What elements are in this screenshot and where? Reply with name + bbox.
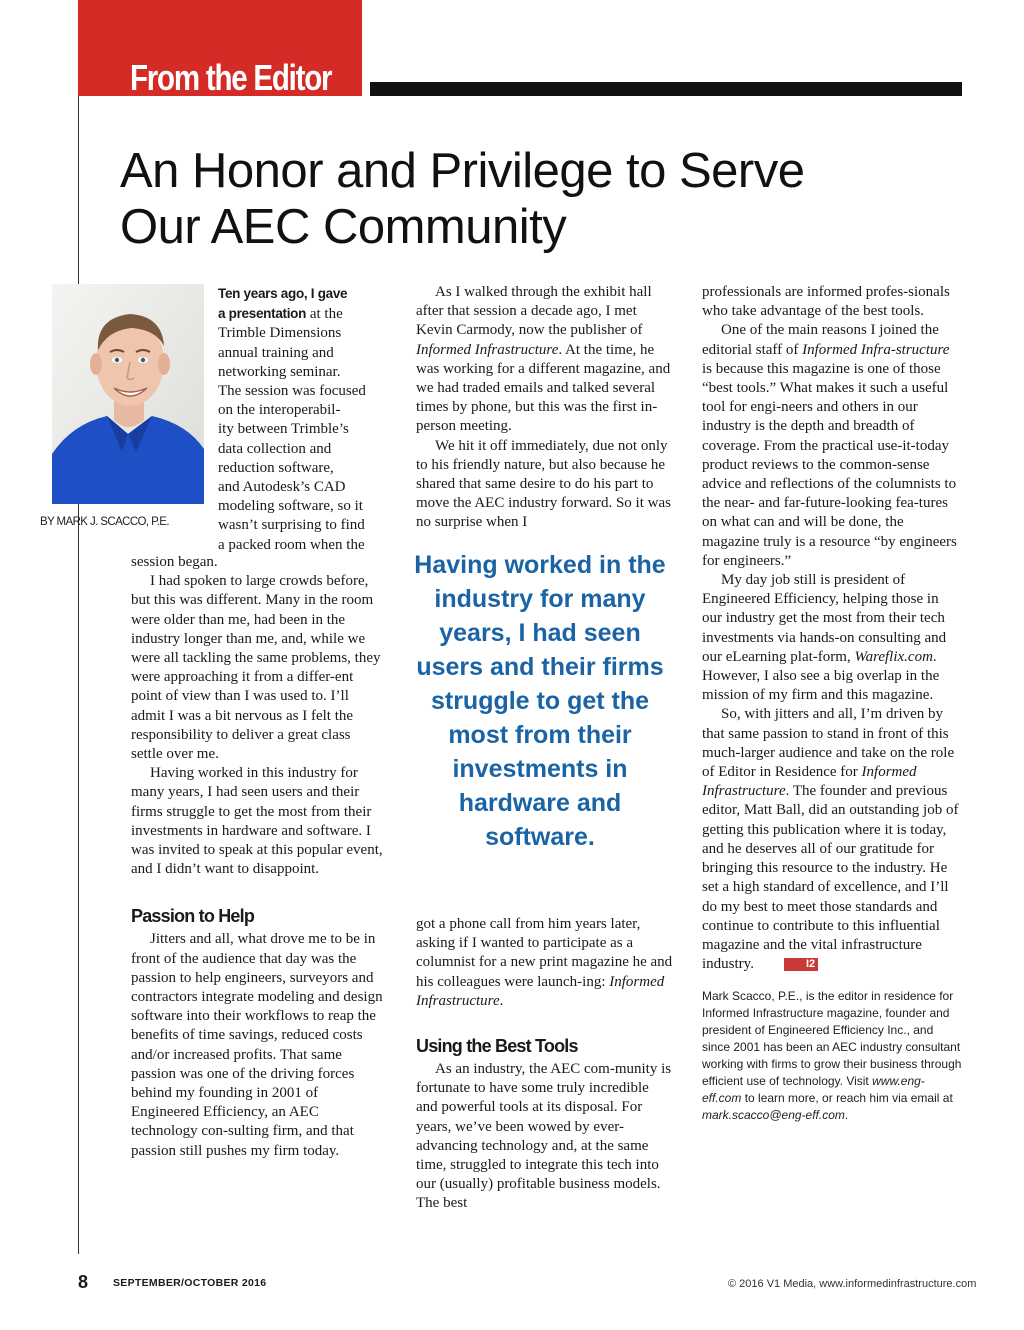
author-photo: [52, 284, 204, 504]
intro-line: on the interoperabil-: [218, 402, 341, 419]
intro-line: a packed room when the: [218, 536, 365, 553]
subhead-passion-to-help: Passion to Help: [131, 906, 255, 927]
pull-quote: Having worked in the industry for many years, I had seen users and their firms struggle to get the most from their investments in hardware and software.: [414, 551, 666, 851]
column-2-bottom: [416, 915, 674, 1214]
magazine-title: Informed Infra-structure: [802, 341, 950, 358]
paragraph: I had spoken to large crowds before, but this was different. Many in the room were older than me, had been in the industry longer than me, and, while we were all tackling the same problems, they were approaching it from a differ-ent point of view than I was used to. I’ll admit I was a bit nervous as I felt the responsibility to deliver a great class settle over me.: [131, 573, 381, 763]
byline: BY MARK J. SCACCO, P.E.: [40, 516, 169, 528]
intro-text: at the: [306, 306, 343, 323]
header-rule: [370, 82, 962, 96]
headline: [120, 143, 920, 255]
author-portrait-illustration: [52, 284, 204, 504]
intro-line: The session was focused: [218, 383, 366, 400]
lead-in: Ten years ago, I gave: [218, 286, 348, 301]
magazine-title: Informed Infrastructure: [416, 341, 559, 358]
column-2-top: [416, 283, 674, 533]
intro-line: networking seminar.: [218, 363, 341, 380]
intro-line: [218, 304, 398, 324]
paragraph: As I walked through the exhibit hall after that session a decade ago, I met Kevin Carmody, now the publisher of Informed Infrastructure. At the time, he was working for a different magazine, and we had traded emails and talked several times by phone, but this was the first in-person meeting.: [416, 284, 671, 435]
paragraph: session began.: [131, 554, 218, 570]
paragraph: So, with jitters and all, I’m driven by that same passion to stand in front of this much-larger audience and take on the role of Editor in Residence for Informed Infrastructure. The founder and previous editor, Matt Ball, did an outstanding job of getting this publication where it is today, and he deserves all of our gratitude for bringing this resource to the industry. He set a high standard of excellence, and I’ll do my best to meet those standards and continue to contribute to this influential magazine and the vital infrastructure industry. I2: [702, 706, 959, 973]
intro-line: and Autodesk’s CAD: [218, 479, 346, 496]
bio-website-link[interactable]: www.eng-eff.com: [702, 1074, 925, 1106]
paragraph: got a phone call from him years later, asking if I wanted to participate as a columnist for a new print magazine he and his colleagues were launch-ing: Informed Infrastructure.: [416, 916, 673, 1009]
column-1: [131, 553, 385, 1161]
page-number: 8: [78, 1272, 89, 1292]
paragraph: Jitters and all, what drove me to be in front of the audience that day was the passion to help engineers, surveyors and contractors integrate modeling and design software into their workflows to reap the benefits of time savings, reduced costs and/or increased profits. That same passion was one of the driving forces behind my founding in 2001 of Engineered Efficiency, an AEC technology con-sulting firm, and that passion still pushes my firm today.: [131, 931, 383, 1159]
intro-line: modeling software, so it: [218, 498, 363, 515]
magazine-title: Informed Infrastructure: [702, 764, 917, 800]
paragraph: Having worked in this industry for many years, I had seen users and their firms struggle to get the most from their investments in hardware and software. I was invited to speak at this popular event, and I didn’t want to disappoint.: [131, 765, 383, 878]
paragraph: professionals are informed profes-sionals who take advantage of the best tools.: [702, 284, 950, 320]
column-3: [702, 283, 962, 1124]
magazine-title: Informed Infrastructure: [416, 973, 665, 1009]
headline-line-2: Our AEC Community: [120, 200, 567, 254]
intro-line: annual training and: [218, 344, 334, 361]
author-bio: Mark Scacco, P.E., is the editor in residence for Informed Infrastructure magazine, founder and president of Engineered Efficiency Inc., and since 2001 has been an AEC industry consultant working with firms to grow their business through efficient use of technology. Visit www.eng-eff.com to learn more, or reach him via email at mark.scacco@eng-eff.com.: [702, 989, 962, 1123]
intro-line: data collection and: [218, 440, 332, 457]
paragraph: We hit it off immediately, due not only to his friendly nature, but also because he shared that same desire to do his part to move the AEC industry forward. So it was no surprise when I: [416, 437, 671, 531]
headline-line-1: An Honor and Privilege to Serve: [120, 144, 805, 198]
intro-line: Trimble Dimensions: [218, 325, 342, 342]
intro-line: ity between Trimble’s: [218, 421, 349, 438]
subhead-using-the-best-tools: Using the Best Tools: [416, 1036, 578, 1057]
column-1-intro: [218, 284, 398, 555]
lead-in: a presentation: [218, 306, 307, 322]
paragraph: My day job still is president of Engineered Efficiency, helping those in our industry get the most from their tech investments via hands-on consulting and our eLearning plat-form, Wareflix.com. However, I also see a big overlap in the mission of my firm and this magazine.: [702, 572, 947, 704]
website-link[interactable]: Wareflix.com: [854, 648, 933, 665]
paragraph: One of the main reasons I joined the editorial staff of Informed Infra-structure is because this magazine is one of those “best tools.” What makes it such a useful tool for engi-neers and others in our industry is the depth and breadth of coverage. From the practical use-it-today product reviews to the common-sense advice and reflections of the columnists to the near- and far-future-looking fea-tures on what can and will be done, the magazine truly is a resource “by engineers for engineers.”: [702, 322, 957, 569]
left-rule: [78, 96, 79, 1254]
paragraph: As an industry, the AEC com-munity is fortunate to have some truly incredible and powerful tools at its disposal. For years, we’ve been wowed by ever-advancing technology and, at the same time, struggled to integrate this tech into our (usually) profitable business models. The best: [416, 1061, 672, 1212]
copyright: © 2016 V1 Media, www.informedinfrastructure.com: [728, 1278, 977, 1290]
end-mark-icon: I2: [784, 958, 818, 971]
intro-line: [218, 284, 398, 304]
section-title: From the Editor: [130, 57, 332, 98]
issue-date: SEPTEMBER/OCTOBER 2016: [113, 1277, 267, 1289]
bio-email-link[interactable]: mark.scacco@eng-eff.com: [702, 1108, 845, 1123]
intro-line: wasn’t surprising to find: [218, 517, 365, 534]
intro-line: reduction software,: [218, 459, 334, 476]
